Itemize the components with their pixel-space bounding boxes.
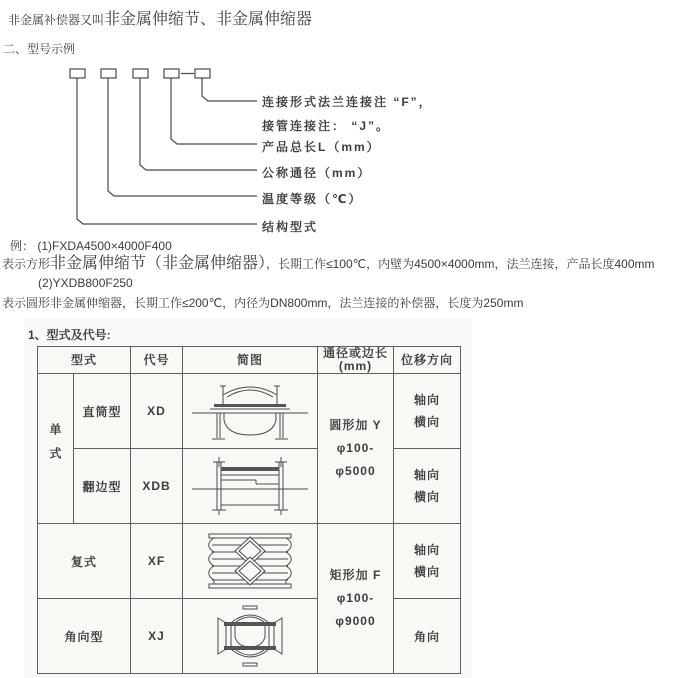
code-cell: XJ	[131, 599, 183, 674]
bore-cell	[318, 524, 394, 674]
table-row	[38, 374, 461, 449]
code-box	[195, 69, 210, 78]
type-cell: 角向型	[38, 599, 131, 674]
example-desc-1-suffix: ，长期工作≤100℃，内壁为4500×4000mm，法兰连接，产品长度400mm	[266, 257, 655, 271]
diagram-label-diameter: 公称通径（mm）	[262, 166, 372, 180]
example-desc-1-prefix: 表示方形	[2, 257, 51, 271]
type-code-table	[37, 346, 461, 674]
type-group-label: 单式	[48, 423, 62, 471]
col-header-type: 型式	[38, 347, 131, 374]
code-box	[70, 69, 85, 78]
diagram-label-length: 产品总长L（mm）	[262, 140, 381, 154]
sketch-cell	[183, 449, 318, 524]
bore-range-label: φ100-φ9000	[335, 591, 376, 628]
displacement-cell	[394, 599, 461, 674]
table-row	[38, 599, 461, 674]
code-cell: XF	[131, 524, 183, 599]
sketch-cell	[183, 524, 318, 599]
doc-title-normal: 非金属补偿器又叫	[8, 13, 105, 27]
displacement-cell	[394, 374, 461, 449]
connector-line	[140, 78, 257, 170]
bore-range-label: φ100-φ5000	[335, 441, 376, 478]
displacement-lateral: 横向	[413, 415, 440, 429]
diagram-label-connection: 连接形式法兰连接注 “F”，	[262, 95, 433, 109]
table-header-row	[38, 347, 461, 374]
code-box	[101, 69, 116, 78]
displacement-lateral: 横向	[413, 490, 440, 504]
displacement-cell	[394, 449, 461, 524]
bore-shape-label: 矩形加 F	[329, 568, 382, 582]
table-row	[38, 449, 461, 524]
type-cell: 直筒型	[74, 374, 131, 449]
col-header-bore-line1: 通径或边长	[322, 346, 388, 360]
col-header-bore	[318, 347, 394, 374]
bore-cell	[318, 374, 394, 524]
table-row	[38, 524, 461, 599]
diagram-label-structure: 结构型式	[262, 220, 319, 234]
displacement-axial: 轴向	[413, 543, 440, 557]
code-cell: XDB	[131, 449, 183, 524]
example-desc-1-large: 非金属伸缩节（非金属伸缩器）	[50, 255, 267, 272]
example-desc-1	[2, 254, 655, 274]
connector-line	[77, 78, 257, 224]
displacement-angular: 角向	[413, 629, 440, 644]
diagram-label-pipe-joint: 接管连接注： “J”。	[262, 119, 391, 133]
xj-angular-sketch	[190, 603, 310, 669]
code-cell: XD	[131, 374, 183, 449]
connector-line	[202, 78, 257, 101]
col-header-bore-line2: (mm)	[338, 359, 373, 373]
code-box	[133, 69, 148, 78]
col-header-sketch: 简图	[183, 347, 318, 374]
connector-line	[171, 78, 257, 144]
connector-line	[108, 78, 257, 196]
model-structure-diagram	[60, 60, 500, 238]
example-heading: 例： (1)FXDA4500×4000F400	[10, 239, 172, 253]
doc-title	[8, 6, 312, 29]
table-caption: 1、型式及代号:	[28, 328, 111, 342]
example-item-2: (2)YXDB800F250	[38, 276, 133, 290]
xdb-flanged-edge-sketch	[190, 453, 310, 519]
bore-shape-label: 圆形加 Y	[329, 418, 382, 432]
col-header-code: 代号	[131, 347, 183, 374]
sketch-cell	[183, 599, 318, 674]
type-cell: 翻边型	[74, 449, 131, 524]
displacement-axial: 轴向	[413, 393, 440, 407]
xf-double-bellows-sketch	[190, 528, 310, 594]
section-heading: 二、型号示例	[3, 42, 76, 56]
displacement-axial: 轴向	[413, 468, 440, 482]
displacement-cell	[394, 524, 461, 599]
type-group-cell	[38, 374, 74, 524]
diagram-label-temperature: 温度等级（℃）	[262, 192, 363, 206]
sketch-cell	[183, 374, 318, 449]
col-header-displacement: 位移方向	[394, 347, 461, 374]
displacement-lateral: 横向	[413, 565, 440, 579]
xd-straight-tube-sketch	[190, 378, 310, 444]
example-desc-2: 表示圆形非金属伸缩器，长期工作≤200℃，内径为DN800mm，法兰连接的补偿器，长度为250mm	[2, 296, 524, 310]
doc-title-large: 非金属伸缩节、非金属伸缩器	[104, 11, 313, 28]
type-cell: 复式	[38, 524, 131, 599]
code-box	[164, 69, 179, 78]
